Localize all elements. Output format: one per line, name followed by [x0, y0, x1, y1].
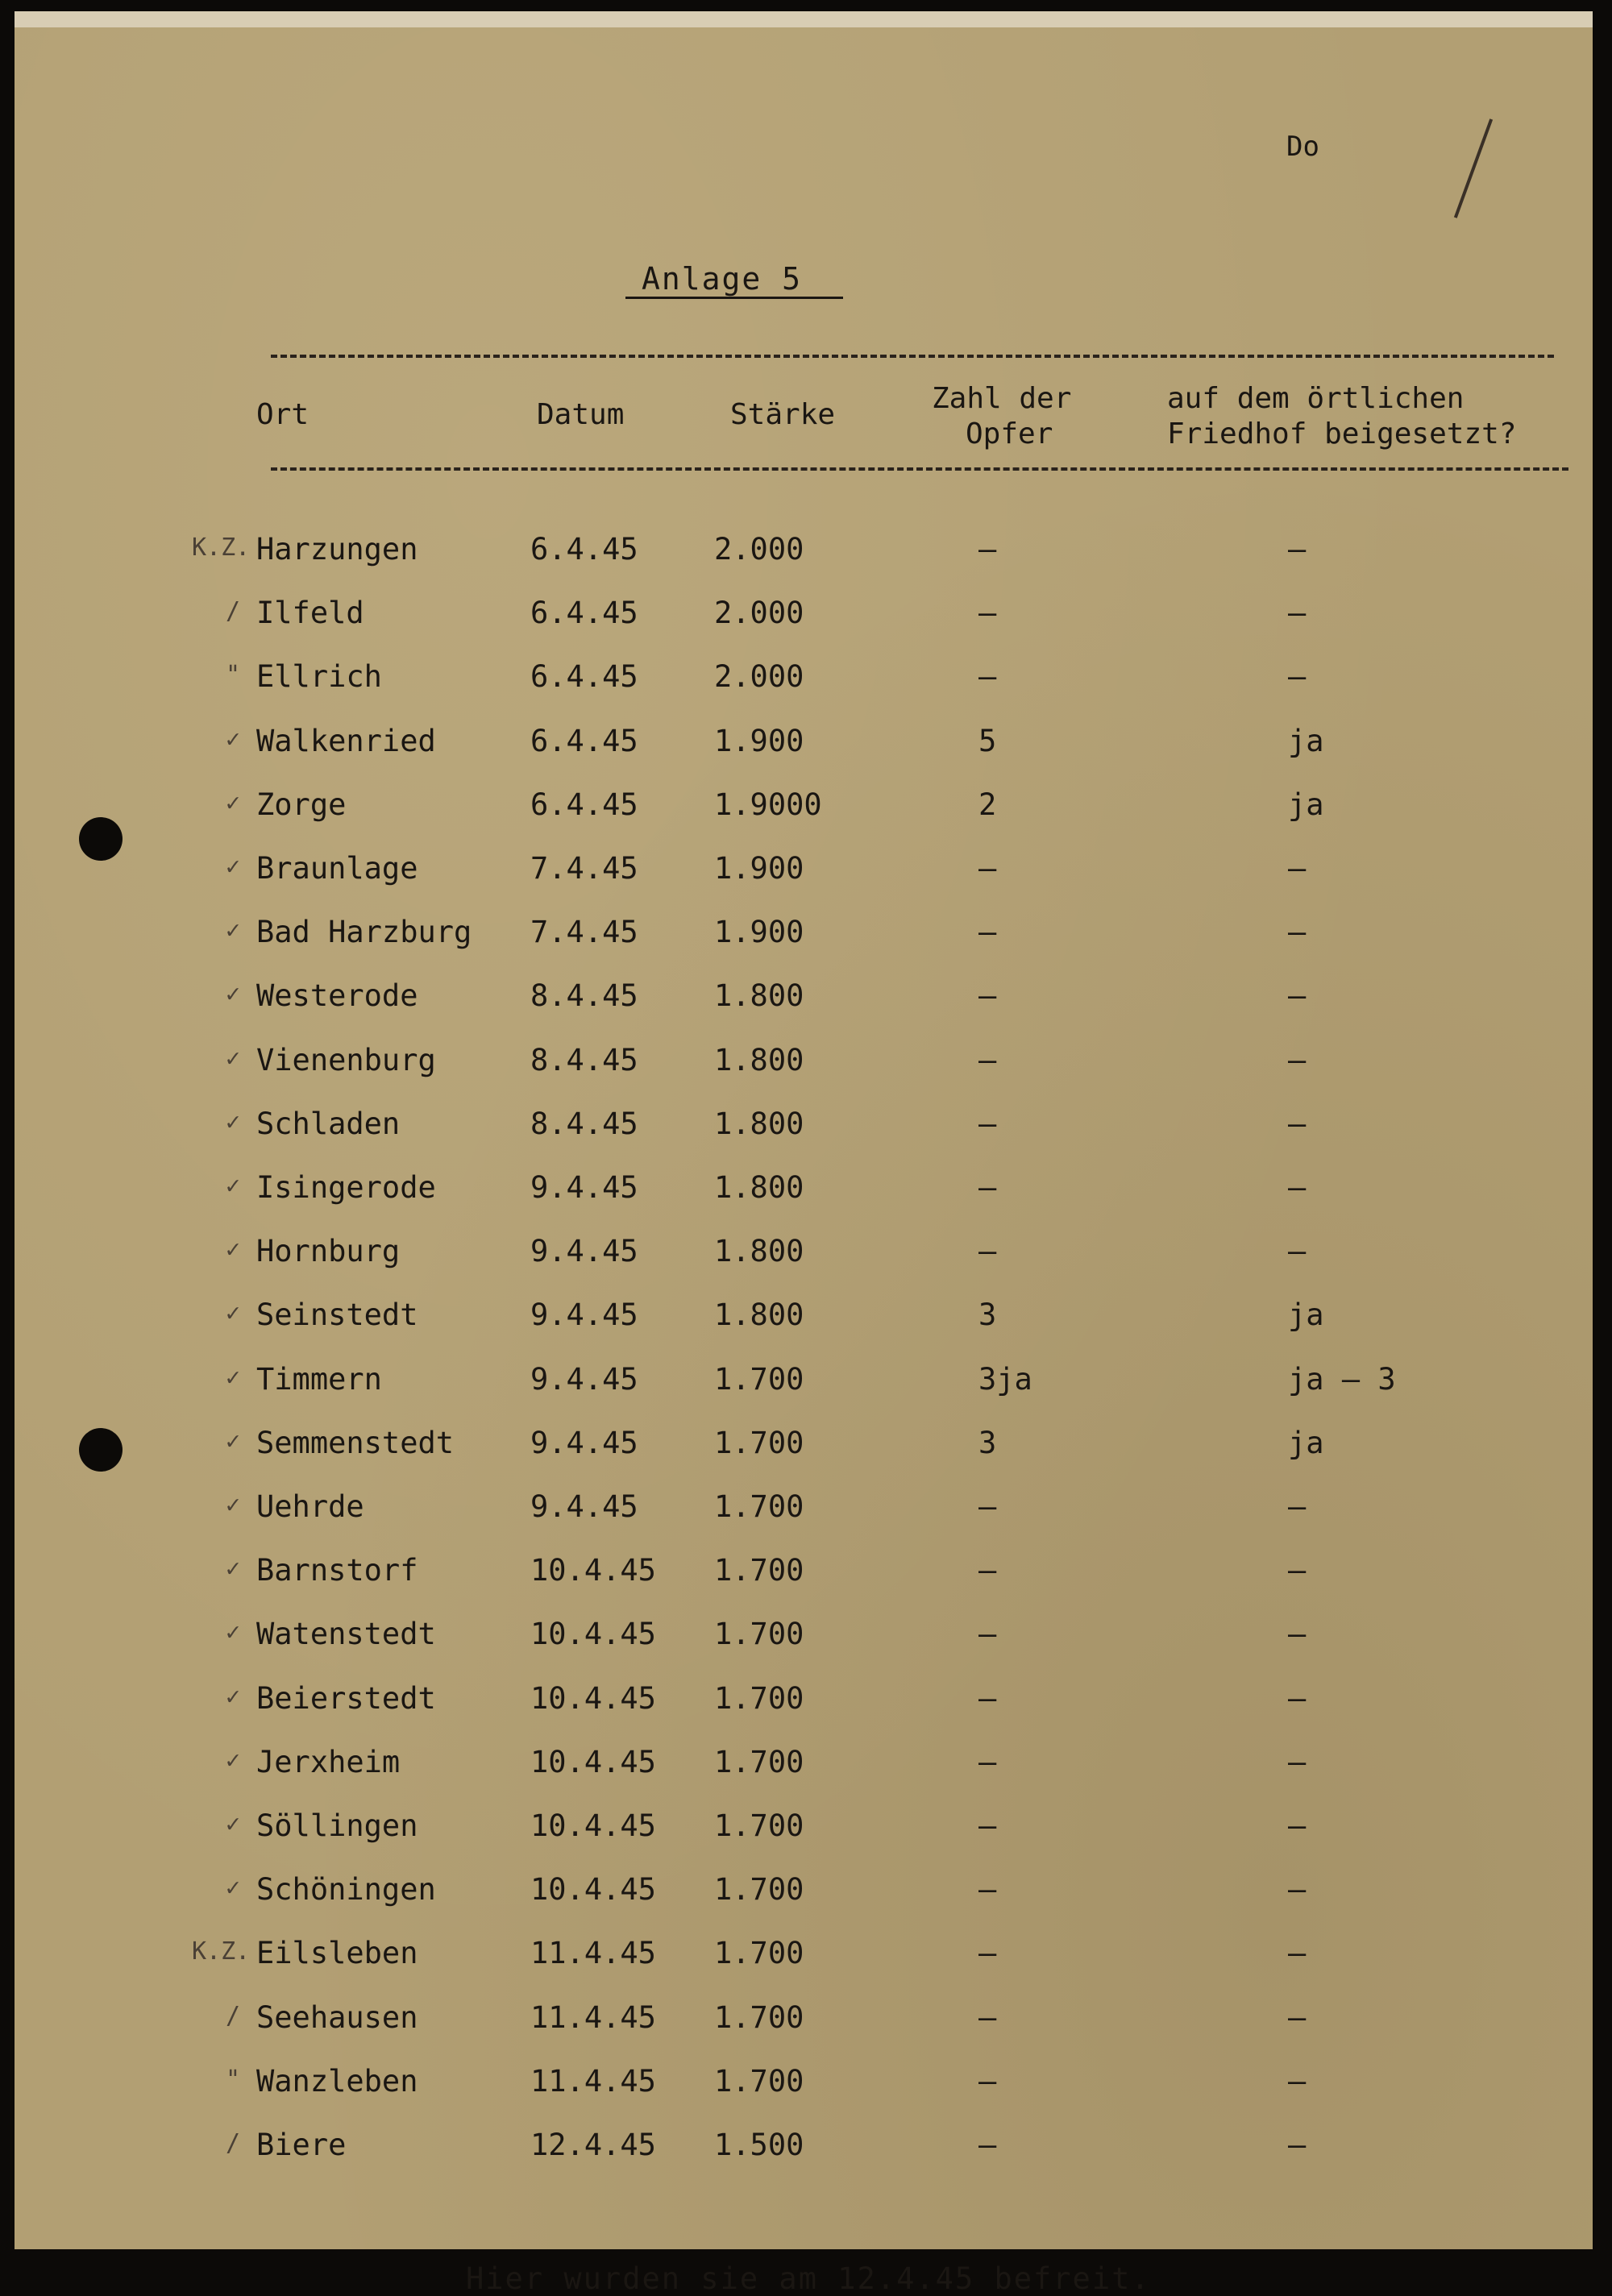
- cell-ort: Semmenstedt: [256, 1425, 455, 1460]
- cell-friedhof: –: [1288, 915, 1307, 950]
- row-check-mark: ✓: [226, 788, 241, 817]
- cell-staerke: 1.700: [714, 1744, 804, 1779]
- cell-datum: 11.4.45: [530, 1936, 656, 1971]
- cell-opfer: –: [978, 978, 997, 1014]
- cell-opfer: –: [978, 1808, 997, 1843]
- cell-ort: Isingerode: [256, 1170, 436, 1205]
- row-check-mark: ✓: [226, 1299, 241, 1328]
- cell-ort: Biere: [256, 2128, 347, 2162]
- row-check-mark: ✓: [226, 1682, 241, 1711]
- cell-friedhof: –: [1288, 1489, 1307, 1524]
- row-check-mark: ✓: [226, 1044, 241, 1073]
- cell-datum: 7.4.45: [530, 915, 638, 950]
- cell-ort: Barnstorf: [256, 1553, 418, 1588]
- cell-staerke: 1.700: [714, 1617, 804, 1652]
- cell-datum: 6.4.45: [530, 596, 638, 631]
- row-check-mark: /: [226, 2001, 241, 2030]
- cell-opfer: 5: [978, 723, 997, 758]
- header-opfer-line1: Zahl der: [932, 382, 1072, 415]
- cell-datum: 6.4.45: [530, 659, 638, 695]
- cell-opfer: –: [978, 659, 997, 695]
- cell-staerke: 1.700: [714, 2063, 804, 2099]
- cell-staerke: 1.700: [714, 1489, 804, 1524]
- cell-datum: 8.4.45: [530, 978, 638, 1014]
- cell-ort: Hornburg: [256, 1234, 401, 1269]
- cell-datum: 10.4.45: [530, 1680, 656, 1716]
- cell-opfer: 3: [978, 1297, 997, 1333]
- header-top-rule: [271, 355, 1554, 358]
- cell-opfer: 3ja: [978, 1361, 1032, 1397]
- cell-staerke: 1.700: [714, 1936, 804, 1971]
- row-check-mark: ✓: [226, 725, 241, 754]
- cell-staerke: 1.900: [714, 851, 804, 886]
- row-check-mark: K.Z.: [192, 1937, 251, 1966]
- cell-datum: 7.4.45: [530, 851, 638, 886]
- cell-opfer: –: [978, 2063, 997, 2099]
- cell-ort: Seehausen: [256, 1999, 418, 2035]
- row-check-mark: ✓: [226, 853, 241, 881]
- cell-opfer: –: [978, 596, 997, 631]
- row-check-mark: ": [226, 2065, 241, 2094]
- cell-datum: 10.4.45: [530, 1553, 656, 1588]
- cell-opfer: –: [978, 2128, 997, 2162]
- cell-staerke: 1.500: [714, 2128, 804, 2162]
- cell-friedhof: –: [1288, 596, 1307, 631]
- cell-datum: 6.4.45: [530, 787, 638, 822]
- top-right-mark: Do: [1286, 131, 1319, 163]
- cell-ort: Walkenried: [256, 723, 436, 758]
- row-check-mark: K.Z.: [192, 534, 251, 562]
- row-check-mark: ✓: [226, 1172, 241, 1200]
- cell-opfer: –: [978, 1042, 997, 1077]
- cell-datum: 9.4.45: [530, 1425, 638, 1460]
- cell-friedhof: –: [1288, 659, 1307, 695]
- footer-note: Hier wurden sie am 12.4.45 befreit.: [466, 2261, 1151, 2296]
- cell-ort: Beierstedt: [256, 1680, 436, 1716]
- cell-staerke: 1.800: [714, 1297, 804, 1333]
- cell-staerke: 1.700: [714, 1872, 804, 1908]
- cell-friedhof: –: [1288, 1617, 1307, 1652]
- cell-staerke: 1.700: [714, 1361, 804, 1397]
- row-check-mark: ✓: [226, 1107, 241, 1136]
- cell-staerke: 1.900: [714, 915, 804, 950]
- punch-hole: [79, 817, 123, 861]
- cell-ort: Vienenburg: [256, 1042, 436, 1077]
- cell-ort: Timmern: [256, 1361, 382, 1397]
- cell-datum: 10.4.45: [530, 1872, 656, 1908]
- header-bottom-rule: [271, 467, 1568, 471]
- cell-staerke: 1.700: [714, 1680, 804, 1716]
- row-check-mark: ✓: [226, 1363, 241, 1392]
- cell-friedhof: –: [1288, 532, 1307, 567]
- cell-friedhof: –: [1288, 978, 1307, 1014]
- cell-datum: 8.4.45: [530, 1106, 638, 1141]
- cell-friedhof: –: [1288, 851, 1307, 886]
- cell-staerke: 1.700: [714, 1808, 804, 1843]
- cell-staerke: 1.700: [714, 1425, 804, 1460]
- row-check-mark: ✓: [226, 1746, 241, 1775]
- cell-staerke: 2.000: [714, 596, 804, 631]
- cell-friedhof: –: [1288, 1170, 1307, 1205]
- cell-ort: Westerode: [256, 978, 418, 1014]
- cell-staerke: 1.800: [714, 978, 804, 1014]
- cell-friedhof: –: [1288, 1234, 1307, 1269]
- cell-staerke: 1.900: [714, 723, 804, 758]
- cell-ort: Braunlage: [256, 851, 418, 886]
- cell-staerke: 1.800: [714, 1234, 804, 1269]
- cell-ort: Ilfeld: [256, 596, 364, 631]
- row-check-mark: ✓: [226, 1555, 241, 1584]
- cell-opfer: –: [978, 1744, 997, 1779]
- row-check-mark: ✓: [226, 1426, 241, 1455]
- cell-datum: 11.4.45: [530, 1999, 656, 2035]
- cell-friedhof: –: [1288, 1999, 1307, 2035]
- cell-opfer: –: [978, 1234, 997, 1269]
- cell-opfer: –: [978, 1680, 997, 1716]
- header-friedhof-line2: Friedhof beigesetzt?: [1167, 417, 1517, 450]
- row-check-mark: /: [226, 2129, 241, 2157]
- row-check-mark: /: [226, 597, 241, 626]
- document-page: [15, 11, 1593, 2296]
- cell-opfer: –: [978, 1999, 997, 2035]
- punch-hole: [79, 1428, 123, 1472]
- header-ort: Ort: [256, 398, 310, 431]
- cell-staerke: 2.000: [714, 659, 804, 695]
- cell-friedhof: ja: [1288, 723, 1324, 758]
- row-check-mark: ✓: [226, 1235, 241, 1264]
- cell-datum: 8.4.45: [530, 1042, 638, 1077]
- cell-ort: Bad Harzburg: [256, 915, 472, 950]
- cell-opfer: –: [978, 1617, 997, 1652]
- cell-opfer: –: [978, 1872, 997, 1908]
- cell-opfer: 3: [978, 1425, 997, 1460]
- cell-staerke: 1.800: [714, 1170, 804, 1205]
- cell-staerke: 1.800: [714, 1042, 804, 1077]
- cell-ort: Uehrde: [256, 1489, 364, 1524]
- cell-staerke: 1.700: [714, 1553, 804, 1588]
- cell-datum: 9.4.45: [530, 1234, 638, 1269]
- cell-ort: Harzungen: [256, 532, 418, 567]
- cell-staerke: 1.9000: [714, 787, 822, 822]
- cell-opfer: –: [978, 851, 997, 886]
- cell-friedhof: –: [1288, 1872, 1307, 1908]
- cell-ort: Ellrich: [256, 659, 382, 695]
- page-title: Anlage 5: [642, 261, 803, 297]
- cell-opfer: –: [978, 1936, 997, 1971]
- cell-opfer: –: [978, 1489, 997, 1524]
- cell-opfer: –: [978, 1553, 997, 1588]
- cell-datum: 9.4.45: [530, 1489, 638, 1524]
- cell-datum: 10.4.45: [530, 1808, 656, 1843]
- row-check-mark: ✓: [226, 980, 241, 1009]
- cell-friedhof: –: [1288, 1936, 1307, 1971]
- cell-datum: 10.4.45: [530, 1617, 656, 1652]
- header-datum: Datum: [537, 398, 625, 431]
- row-check-mark: ✓: [226, 1618, 241, 1647]
- cell-staerke: 2.000: [714, 532, 804, 567]
- cell-friedhof: –: [1288, 1553, 1307, 1588]
- cell-datum: 11.4.45: [530, 2063, 656, 2099]
- cell-ort: Wanzleben: [256, 2063, 418, 2099]
- cell-friedhof: ja: [1288, 1425, 1324, 1460]
- cell-ort: Schöningen: [256, 1872, 436, 1908]
- cell-ort: Eilsleben: [256, 1936, 418, 1971]
- row-check-mark: ✓: [226, 916, 241, 945]
- cell-datum: 9.4.45: [530, 1361, 638, 1397]
- cell-datum: 9.4.45: [530, 1170, 638, 1205]
- cell-ort: Seinstedt: [256, 1297, 418, 1333]
- cell-friedhof: –: [1288, 2063, 1307, 2099]
- row-check-mark: ✓: [226, 1810, 241, 1838]
- cell-friedhof: –: [1288, 1680, 1307, 1716]
- cell-opfer: –: [978, 915, 997, 950]
- cell-friedhof: –: [1288, 2128, 1307, 2162]
- cell-opfer: –: [978, 1106, 997, 1141]
- cell-friedhof: –: [1288, 1808, 1307, 1843]
- cell-opfer: –: [978, 532, 997, 567]
- cell-friedhof: ja: [1288, 787, 1324, 822]
- header-friedhof-line1: auf dem örtlichen: [1167, 382, 1465, 415]
- cell-opfer: –: [978, 1170, 997, 1205]
- cell-friedhof: –: [1288, 1106, 1307, 1141]
- header-opfer-line2: Opfer: [966, 417, 1053, 450]
- cell-friedhof: –: [1288, 1744, 1307, 1779]
- cell-opfer: 2: [978, 787, 997, 822]
- cell-staerke: 1.800: [714, 1106, 804, 1141]
- cell-datum: 9.4.45: [530, 1297, 638, 1333]
- cell-staerke: 1.700: [714, 1999, 804, 2035]
- cell-datum: 6.4.45: [530, 723, 638, 758]
- cell-ort: Zorge: [256, 787, 347, 822]
- cell-datum: 6.4.45: [530, 532, 638, 567]
- title-underline: [625, 297, 843, 299]
- cell-friedhof: ja: [1288, 1297, 1324, 1333]
- pencil-slash-mark: [1454, 118, 1493, 218]
- row-check-mark: ": [226, 661, 241, 690]
- cell-ort: Watenstedt: [256, 1617, 436, 1652]
- cell-ort: Schladen: [256, 1106, 401, 1141]
- cell-ort: Jerxheim: [256, 1744, 401, 1779]
- cell-friedhof: ja – 3: [1288, 1361, 1396, 1397]
- cell-friedhof: –: [1288, 1042, 1307, 1077]
- row-check-mark: ✓: [226, 1491, 241, 1519]
- header-staerke: Stärke: [730, 398, 836, 431]
- cell-datum: 10.4.45: [530, 1744, 656, 1779]
- cell-datum: 12.4.45: [530, 2128, 656, 2162]
- row-check-mark: ✓: [226, 1874, 241, 1903]
- cell-ort: Söllingen: [256, 1808, 418, 1843]
